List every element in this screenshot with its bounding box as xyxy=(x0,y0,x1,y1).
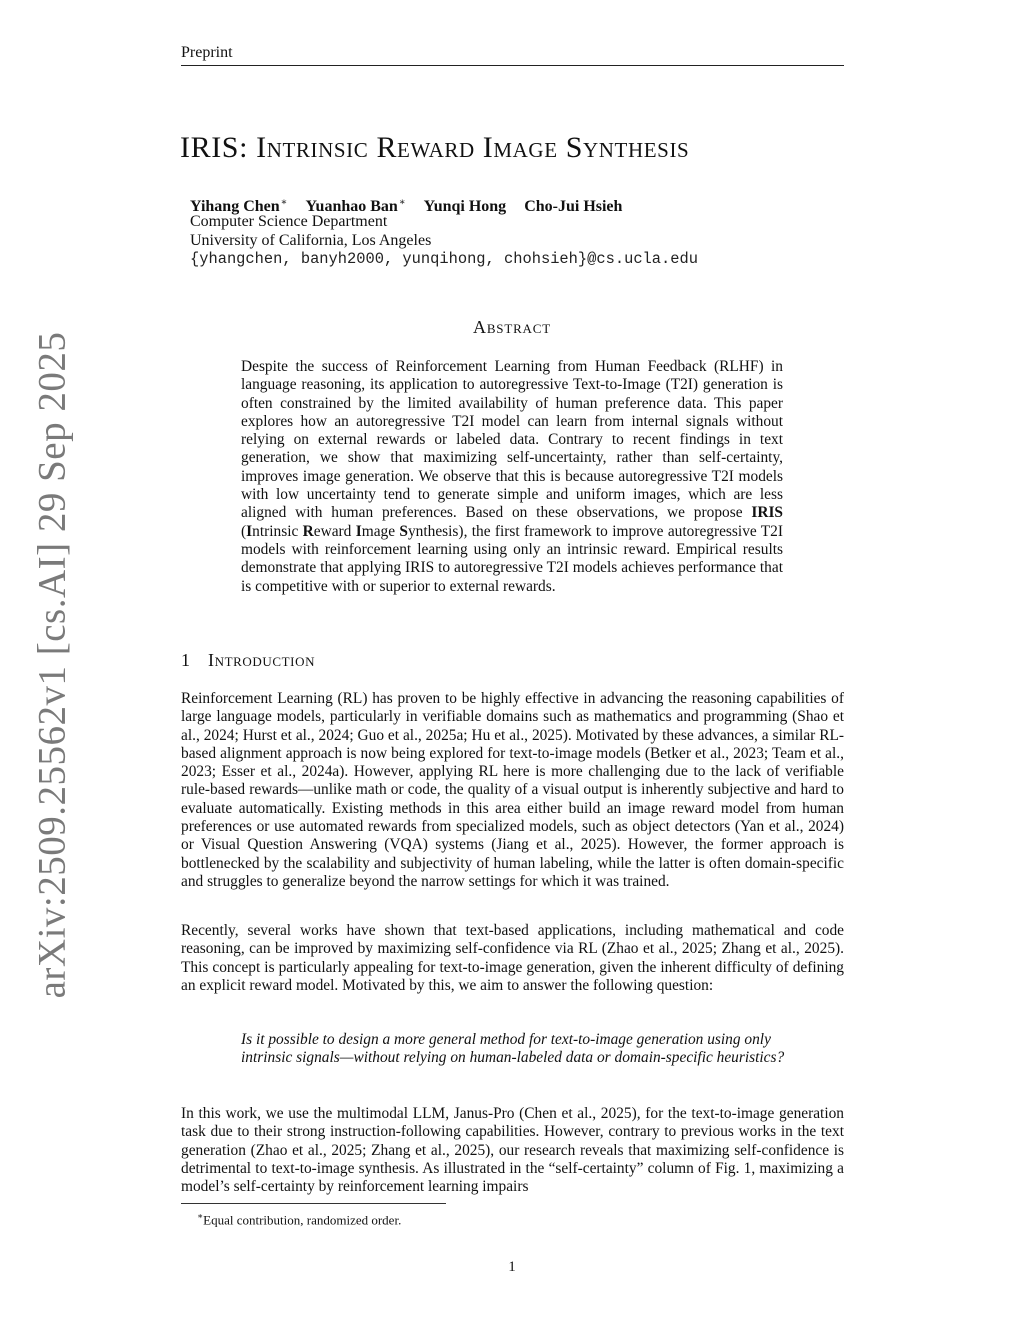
intro-paragraph-3: In this work, we use the multimodal LLM, Janus-Pro (Chen et al., 2025), for the text-to-image generation task due to their strong instruction-following capabilities. However, contrary to previous works in the text generation (Zhao et al., 2025; Zhang et al., 2025), our research reveals that maximizing self-confidence is detrimental to text-to-image synthesis. As illustrated in the “self-certainty” column of Fig. 1, maximizing a model’s self-certainty by reinforcement learning impairs xyxy=(181,1105,844,1196)
author-name: Yunqi Hong xyxy=(423,198,507,216)
author-name: Cho-Jui Hsieh xyxy=(524,198,623,216)
footnote: ∗Equal contribution, randomized order. xyxy=(197,1211,402,1228)
research-question: Is it possible to design a more general method for text-to-image generation using only intrinsic signals—without relying on human-labeled data or domain-specific heuristics? xyxy=(241,1031,785,1067)
footnote-rule xyxy=(181,1203,446,1204)
author-name: Yihang Chen∗ xyxy=(190,197,288,216)
header-rule xyxy=(181,65,844,66)
section-title: Introduction xyxy=(208,650,316,670)
abstract-heading: Abstract xyxy=(473,317,551,337)
paper-title: IRIS: Intrinsic Reward Image Synthesis xyxy=(180,131,690,164)
section-heading-introduction xyxy=(181,650,315,671)
intro-paragraph-1: Reinforcement Learning (RL) has proven to be highly effective in advancing the reasoning capabilities of large language models, particularly in verifiable domains such as mathematics and programming (Shao et al., 2024; Hurst et al., 2024; Guo et al., 2025a; Hu et al., 2025). Motivated by these advances, a similar RL-based alignment approach is now being explored for text-to-image models (Betker et al., 2023; Team et al., 2023; Esser et al., 2024a). However, applying RL here is more challenging due to the lack of verifiable rule-based rewards—unlike math or code, the quality of a visual output is inherently subjective and hard to evaluate automatically. Existing methods in this area either build an image reward model from human preferences or use automated rewards from specialized models, such as object detectors (Yan et al., 2024) or Visual Question Answering (VQA) systems (Jiang et al., 2025). However, the former approach is bottlenecked by the scalability and subjectivity of human labeling, while the latter is often domain-specific and struggles to generalize beyond the narrow settings for which it was trained. xyxy=(181,690,844,890)
arxiv-identifier: arXiv:2509.25562v1 [cs.AI] 29 Sep 2025 xyxy=(30,331,74,999)
author-name: Yuanhao Ban∗ xyxy=(305,197,406,216)
section-number: 1 xyxy=(181,650,190,670)
department: Computer Science Department xyxy=(190,213,388,230)
intro-paragraph-2: Recently, several works have shown that text-based applications, including mathematical and code reasoning, can be improved by maximizing self-confidence via RL (Zhao et al., 2025; Zhang et al., 2025). This concept is particularly appealing for text-to-image generation, given the inherent difficulty of defining an explicit reward model. Motivated by this, we aim to answer the following question: xyxy=(181,922,844,994)
running-header: Preprint xyxy=(181,44,233,61)
author-emails: {yhangchen, banyh2000, yunqihong, chohsieh}@cs.ucla.edu xyxy=(190,250,698,268)
university: University of California, Los Angeles xyxy=(190,232,432,249)
page-number: 1 xyxy=(508,1259,516,1275)
abstract-body: Despite the success of Reinforcement Learning from Human Feedback (RLHF) in language reasoning, its application to autoregressive Text-to-Image (T2I) generation is often constrained by the limited availability of human preference data. This paper explores how an autoregressive T2I model can learn from internal signals without relying on external rewards or labeled data. Contrary to recent findings in text generation, we show that maximizing self-uncertainty, rather than self-certainty, improves image generation. We observe that this is because autoregressive T2I models with low uncertainty tend to generate simple and uniform images, which are less aligned with human preferences. Based on these observations, we propose IRIS (Intrinsic Reward Image Synthesis), the first framework to improve autoregressive T2I models with reinforcement learning using only an intrinsic reward. Empirical results demonstrate that applying IRIS to autoregressive T2I models achieves performance that is competitive with or superior to external rewards. xyxy=(241,358,783,595)
